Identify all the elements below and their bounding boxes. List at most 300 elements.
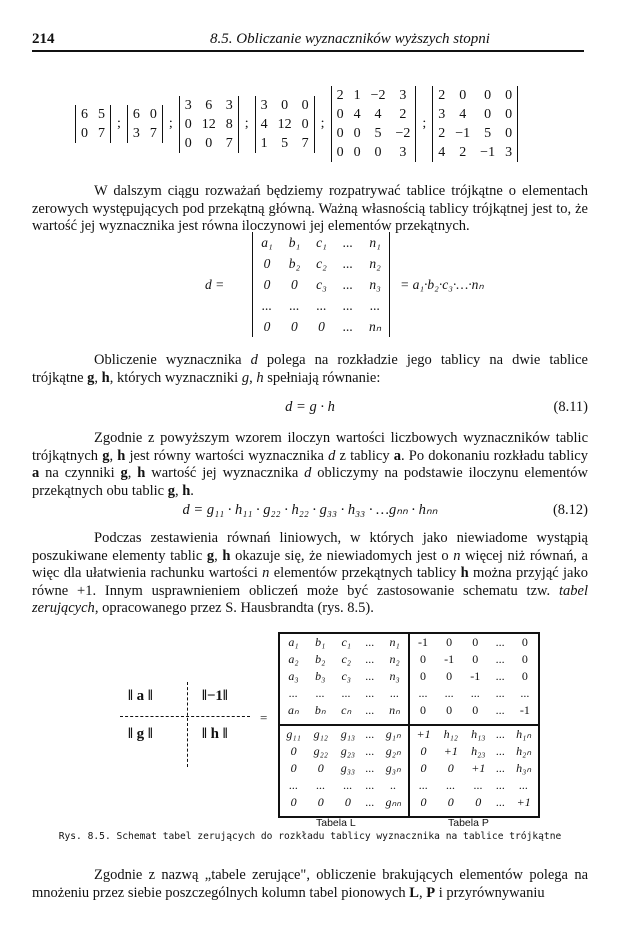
matrix-cell: 0 [420, 669, 427, 683]
matrix-cell: 0 [184, 135, 192, 151]
matrix-cell: 1 [260, 135, 268, 151]
matrix-cell: 0 [301, 97, 309, 113]
matrix-cell: 3 [438, 107, 446, 122]
matrix-cell: ... [520, 686, 530, 700]
matrix-cell: 0 [420, 761, 427, 775]
matrix-row [253, 316, 390, 337]
matrix-cell: 0 [484, 107, 492, 122]
matrix-cell: 0 [472, 635, 479, 649]
equation-formula: d = g₁₁ · h₁₁ · g₂₂ · h₂₂ · g₃₃ · h₃₃ · …gₙₙ · hₙₙ [182, 502, 438, 518]
matrix-cell: 12 [277, 116, 292, 132]
matrix-cell: c₂ [316, 256, 327, 271]
matrix-cell: b₁ [315, 635, 326, 649]
matrix-cell: -1 [444, 652, 455, 666]
matrix-cell: n₃ [389, 669, 400, 683]
matrix-cell: 4 [374, 107, 382, 122]
matrix-cell: 6 [81, 107, 88, 122]
matrix-cell: ... [365, 761, 375, 775]
text-run: a [32, 465, 40, 482]
matrix-row [433, 143, 518, 162]
matrix-cell: 3 [132, 126, 140, 141]
text-run: , [214, 547, 223, 564]
text-run: g [206, 547, 215, 564]
matrix-cell: ... [342, 235, 353, 250]
matrix-row [410, 743, 538, 760]
example-determinant [331, 86, 417, 162]
text-run: h [117, 447, 126, 464]
matrix-cell: c₁ [341, 635, 351, 649]
matrix-cell: 4 [459, 107, 467, 122]
matrix-cell: 0 [336, 145, 344, 160]
matrix-cell: ... [316, 298, 327, 313]
matrix-cell: g₁₂ [313, 727, 328, 741]
matrix-cell: -1 [470, 669, 481, 683]
text-run: g [167, 482, 175, 499]
running-title: 8.5. Obliczanie wyznaczników wyższych stopni [210, 31, 490, 47]
text-run: jest równy wartości wyznacznika [125, 447, 329, 464]
matrix-cell: .. [390, 778, 397, 792]
matrix-cell: 0 [205, 135, 213, 151]
matrix-cell: 0 [263, 319, 271, 334]
matrix-cell: ... [496, 761, 506, 775]
matrix-row [179, 96, 238, 115]
matrix-cell: h₃ₙ [516, 761, 532, 775]
schema-minus-one: ‖−1‖ [202, 688, 228, 704]
text-run: P [426, 884, 436, 901]
text-run: d [328, 447, 336, 464]
matrix-row [410, 726, 538, 743]
matrix-cell: 0 [336, 126, 344, 141]
matrix-cell: n₂ [389, 652, 400, 666]
matrix-cell: a₂ [288, 652, 299, 666]
schema-h: ‖ h ‖ [202, 726, 228, 742]
matrix-cell: g₁₁ [286, 727, 301, 741]
table-L-bottom [280, 726, 410, 816]
text-run: tabel zerujących [32, 582, 588, 617]
label-table-L: Tabela L [316, 817, 356, 829]
matrix-cell: ... [365, 727, 375, 741]
text-run: h [460, 565, 469, 582]
page-number: 214 [32, 31, 55, 47]
matrix-cell: ... [446, 778, 456, 792]
matrix-cell: ... [288, 686, 298, 700]
text-run: wartość jej wyznacznika [145, 465, 305, 482]
matrix-cell: 0 [291, 319, 298, 334]
matrix-cell: 7 [149, 126, 157, 141]
text-run: i przyrównywaniu [435, 884, 545, 901]
paragraph-triangular [32, 183, 588, 236]
matrix-cell: g₁₃ [340, 727, 356, 741]
text-run: h [137, 465, 146, 482]
matrix-row [127, 105, 162, 124]
matrix-cell: 0 [263, 256, 271, 271]
matrix-row [255, 96, 314, 115]
matrix-row [253, 295, 390, 316]
matrix-cell: ... [365, 635, 375, 649]
matrix-cell: ... [365, 652, 375, 666]
matrix-row [410, 685, 538, 702]
matrix-cell: g₃₃ [340, 761, 356, 775]
matrix-cell: 2 [459, 145, 467, 160]
matrix-cell: 0 [290, 761, 297, 775]
equation-formula: d = g · h [285, 399, 335, 415]
matrix-cell: ... [365, 744, 375, 758]
matrix-cell: 5 [281, 135, 289, 151]
matrix-cell: 7 [301, 135, 309, 151]
matrix-cell: g₂₃ [340, 744, 356, 758]
matrix-cell: ... [261, 298, 273, 313]
matrix-cell: g₂ₙ [385, 744, 401, 758]
text-run: g [241, 369, 250, 386]
paragraph-product [32, 430, 588, 500]
matrix-cell: c₁ [316, 235, 327, 250]
matrix-cell: n₂ [369, 256, 381, 271]
matrix-cell: 0 [290, 795, 297, 809]
matrix-cell: 0 [336, 107, 344, 122]
matrix-cell: 0 [291, 277, 298, 292]
formula-lhs: d = [205, 276, 225, 292]
matrix-cell: 2 [399, 107, 407, 122]
matrix-cell: +1 [416, 727, 431, 741]
matrix-row [255, 134, 314, 153]
matrix-cell: 2 [438, 126, 446, 141]
matrix-cell: 3 [225, 97, 233, 113]
text-run: . Po dokonaniu rozkładu tablicy [401, 447, 588, 464]
text-run: można przyjąć jako równe +1. Innym usprawnieniem obliczeń może być zastosowanie schematu tzw. [32, 565, 588, 599]
matrix-cell: 0 [472, 703, 479, 717]
schema-g: ‖ g ‖ [128, 726, 153, 742]
matrix-row [410, 760, 538, 777]
matrix-cell: 0 [353, 126, 361, 141]
matrix-cell: 0 [472, 652, 479, 666]
matrix-cell: ... [316, 778, 326, 792]
matrix-cell: 3 [399, 145, 407, 160]
block-h [410, 726, 538, 811]
separator: ; [244, 116, 249, 131]
matrix-cell: ... [365, 778, 375, 792]
matrix-cell: 0 [505, 88, 513, 103]
table-L-top [280, 634, 410, 726]
matrix-row [280, 702, 408, 719]
matrix-cell: ... [342, 298, 353, 313]
matrix-cell: ... [495, 686, 505, 700]
label-table-P: Tabela P [448, 817, 489, 829]
matrix-cell: 0 [301, 116, 309, 132]
header-rule [32, 50, 584, 52]
block-a [280, 634, 408, 719]
paragraph-zeroing [32, 867, 588, 902]
text-run: polega na rozkładzie jego tablicy na dwie tablice trójkątne [32, 352, 588, 386]
text-run: Zgodnie z nazwą „tabele zerujące", obliczenie brakujących elementów polega na mnożeniu przez siebie poszczególnych kolumn tabel pionowych [32, 867, 588, 901]
matrix-cell: c₃ [341, 669, 351, 683]
matrix-cell: ... [495, 635, 505, 649]
matrix-cell: h₁₃ [471, 727, 486, 741]
matrix-row [331, 143, 416, 162]
matrix-row [280, 743, 408, 760]
matrix-cell: h₁ₙ [516, 727, 532, 741]
matrix-cell: 0 [447, 761, 454, 775]
schema-a: ‖ a ‖ [128, 688, 153, 704]
schema-fraction-line [120, 716, 250, 717]
matrix-row [410, 777, 538, 794]
matrix-cell: +1 [516, 795, 531, 809]
text-run: g [87, 369, 95, 386]
matrix-row [253, 274, 390, 295]
matrix-cell: b₃ [315, 669, 326, 683]
matrix-cell: ... [495, 669, 505, 683]
matrix-cell: ... [496, 795, 506, 809]
matrix-row [280, 668, 408, 685]
matrix-cell: 0 [317, 761, 324, 775]
matrix-cell: 0 [505, 126, 513, 141]
text-run: obliczymy na podstawie iloczynu elementów przekątnych obu tablic [32, 465, 589, 499]
matrix-cell: 5 [98, 107, 105, 122]
matrix-cell: 0 [521, 669, 528, 683]
matrix-cell: g₃ₙ [385, 761, 401, 775]
example-determinant [432, 86, 518, 162]
matrix-row [280, 794, 408, 811]
matrix-cell: h₂ₙ [516, 744, 532, 758]
matrix-cell: 0 [446, 669, 453, 683]
matrix-row [410, 651, 538, 668]
matrix-cell: 0 [447, 795, 454, 809]
equation-number: (8.12) [552, 502, 588, 518]
text-run: elementów przekątnych tablicy [269, 565, 461, 582]
matrix-cell: 0 [446, 635, 453, 649]
matrix-cell: -1 [519, 703, 530, 717]
matrix-cell: 3 [505, 145, 513, 160]
matrix-cell: a₁ [261, 235, 273, 250]
matrix-cell: 8 [225, 116, 233, 132]
matrix-cell: ... [418, 686, 428, 700]
text-run: Zgodnie z powyższym wzorem iloczyn wartości liczbowych wyznaczników tablic trójkątnych [32, 430, 588, 464]
matrix-cell: 4 [260, 116, 268, 132]
example-determinants [75, 86, 518, 162]
table-P-bottom [410, 726, 538, 816]
matrix-cell: h₁₂ [443, 727, 458, 741]
text-run: , [109, 447, 118, 464]
text-run: h [101, 369, 110, 386]
matrix-cell: 0 [184, 116, 192, 132]
matrix-cell: n₁ [389, 635, 400, 649]
text-run: Obliczenie wyznacznika [94, 352, 251, 368]
text-run: a [393, 447, 402, 464]
example-determinant [255, 96, 315, 153]
text-run: g [102, 447, 110, 464]
text-run: , [94, 369, 102, 386]
matrix-cell: n₁ [369, 235, 381, 250]
matrix-cell: ... [444, 686, 454, 700]
zeroing-tables-figure [278, 632, 540, 818]
text-run: L [409, 884, 419, 901]
matrix-cell: 0 [484, 88, 492, 103]
matrix-cell: g₁ₙ [385, 727, 401, 741]
matrix-cell: ... [365, 669, 375, 683]
matrix-cell: 0 [521, 652, 528, 666]
text-run: , opracowanego przez S. Hausbrandta (rys. 8.5). [94, 600, 374, 617]
matrix-cell: 4 [353, 107, 361, 122]
text-run: , [127, 465, 138, 482]
text-run: d [250, 352, 258, 368]
matrix-cell: a₁ [288, 635, 299, 649]
matrix-cell: ... [495, 652, 505, 666]
matrix-row [76, 124, 111, 143]
matrix-cell: b₁ [288, 235, 301, 250]
matrix-cell: cₙ [341, 703, 352, 717]
matrix-cell: 0 [149, 107, 157, 122]
matrix-cell: +1 [443, 744, 458, 758]
matrix-cell: ... [519, 778, 529, 792]
matrix-row [253, 232, 390, 253]
schema-equals: = [260, 710, 268, 725]
matrix-cell: b₂ [288, 256, 301, 271]
matrix-cell: 0 [81, 126, 88, 141]
matrix-row [127, 124, 162, 143]
matrix-cell: 12 [201, 116, 216, 132]
matrix-row [253, 253, 390, 274]
matrix-cell: 6 [132, 107, 140, 122]
text-run: z tablicy [335, 447, 394, 464]
matrix-cell: ... [342, 277, 353, 292]
matrix-cell: ... [342, 256, 353, 271]
matrix-cell: −1 [480, 145, 496, 160]
matrix-cell: h₂₃ [471, 744, 486, 758]
matrix-cell: 0 [446, 703, 453, 717]
matrix-cell: -1 [418, 635, 429, 649]
matrix-row [179, 134, 238, 153]
text-run: . [190, 482, 194, 499]
matrix-row [331, 105, 416, 124]
matrix-cell: ... [470, 686, 480, 700]
matrix-cell: 0 [521, 635, 528, 649]
text-run: h [222, 547, 231, 564]
matrix-cell: 0 [420, 703, 427, 717]
text-run: h [182, 482, 191, 499]
matrix-cell: 1 [353, 88, 361, 103]
text-run: spełniają równanie: [263, 369, 381, 386]
block-minus-identity [410, 634, 538, 719]
text-run: , [418, 884, 427, 901]
matrix-cell: 0 [344, 795, 351, 809]
matrix-row [410, 634, 538, 651]
matrix-cell: gₙₙ [385, 795, 402, 809]
matrix-cell: 2 [336, 88, 344, 103]
example-determinant [75, 105, 111, 143]
matrix-row [410, 668, 538, 685]
matrix-row [280, 726, 408, 743]
matrix-cell: nₙ [389, 703, 400, 717]
separator: ; [422, 116, 427, 131]
text-run: , których wyznaczniki [109, 369, 242, 386]
matrix-row [410, 702, 538, 719]
example-determinant [127, 105, 163, 143]
matrix-row [179, 115, 238, 134]
matrix-cell: 3 [260, 97, 268, 113]
matrix-cell: n₃ [369, 277, 381, 292]
figure-caption: Rys. 8.5. Schemat tabel zerujących do rozkładu tablicy wyznacznika na tablice trójkątne [58, 831, 562, 842]
matrix-cell: ... [496, 727, 506, 741]
matrix-cell: 0 [281, 97, 289, 113]
matrix-cell: 5 [484, 126, 492, 141]
equation-number: (8.11) [553, 399, 588, 415]
matrix-cell: −2 [395, 126, 411, 141]
table-P-top [410, 634, 538, 726]
matrix-cell: ... [496, 778, 506, 792]
matrix-cell: 6 [205, 97, 213, 113]
text-run: na czynniki [39, 465, 121, 482]
formula-rhs: = a₁·b₂·c₃·…·nₙ [400, 276, 484, 292]
text-run: okazuje się, że niewiadomych jest o [230, 547, 454, 564]
matrix-cell: 5 [374, 126, 382, 141]
matrix-cell: ... [342, 319, 353, 334]
text-run: W dalszym ciągu rozważań będziemy rozpatrywać tablice trójkątne o elementach zerowych występujących pod przekątną główną. Ważną własnością tablicy trójkątnej jest to, że wartość jej wyznacznika jest równa iloczynowi jej elementów przekątnych. [32, 183, 588, 235]
triangular-matrix [252, 232, 390, 337]
matrix-cell: 7 [98, 126, 105, 141]
matrix-row [433, 105, 518, 124]
text-run: więcej niż równań, a więc dla ułatwienia rachunku wartości [32, 547, 588, 582]
matrix-cell: b₂ [315, 652, 326, 666]
matrix-cell: 0 [374, 145, 382, 160]
matrix-cell: 0 [263, 277, 271, 292]
text-run: d [304, 465, 312, 482]
matrix-cell: −1 [455, 126, 471, 141]
matrix-row [331, 86, 416, 105]
matrix-row [280, 777, 408, 794]
paragraph-hausbrandt [32, 530, 588, 618]
matrix-cell: 0 [317, 795, 324, 809]
matrix-row [280, 651, 408, 668]
paragraph-decomposition [32, 352, 588, 387]
matrix-cell: ... [365, 795, 375, 809]
schema-diagram [120, 682, 268, 767]
matrix-cell: ... [369, 298, 381, 313]
matrix-cell: nₙ [368, 319, 382, 334]
matrix-cell: 0 [353, 145, 361, 160]
matrix-cell: 3 [184, 97, 192, 113]
matrix-cell: 0 [505, 107, 513, 122]
matrix-cell: ... [289, 778, 299, 792]
matrix-row [331, 124, 416, 143]
matrix-cell: ... [496, 744, 506, 758]
matrix-row [255, 115, 314, 134]
matrix-cell: ... [495, 703, 505, 717]
text-run: , [249, 369, 257, 386]
matrix-cell: ... [289, 298, 300, 313]
text-run: h [256, 369, 264, 386]
matrix-cell: 3 [399, 88, 407, 103]
matrix-cell: ... [365, 703, 375, 717]
matrix-cell: ... [419, 778, 429, 792]
matrix-cell: c₂ [341, 652, 351, 666]
matrix-cell: c₃ [316, 277, 327, 292]
text-run: n [453, 547, 461, 564]
matrix-cell: 0 [290, 744, 297, 758]
text-run: , [174, 482, 183, 499]
text-run: g [120, 465, 128, 482]
matrix-row [433, 86, 518, 105]
example-determinant [179, 96, 239, 153]
matrix-cell: 0 [420, 652, 427, 666]
matrix-cell: 0 [459, 88, 467, 103]
text-run: Podczas zestawienia równań liniowych, w których jako niewiadome wystąpią poszukiwane elementy tablic [32, 530, 588, 564]
matrix-cell: a₃ [288, 669, 299, 683]
separator: ; [168, 116, 173, 131]
matrix-cell: ... [315, 686, 325, 700]
matrix-cell: 0 [420, 744, 427, 758]
matrix-row [280, 685, 408, 702]
separator: ; [320, 116, 325, 131]
matrix-cell: ... [343, 778, 353, 792]
